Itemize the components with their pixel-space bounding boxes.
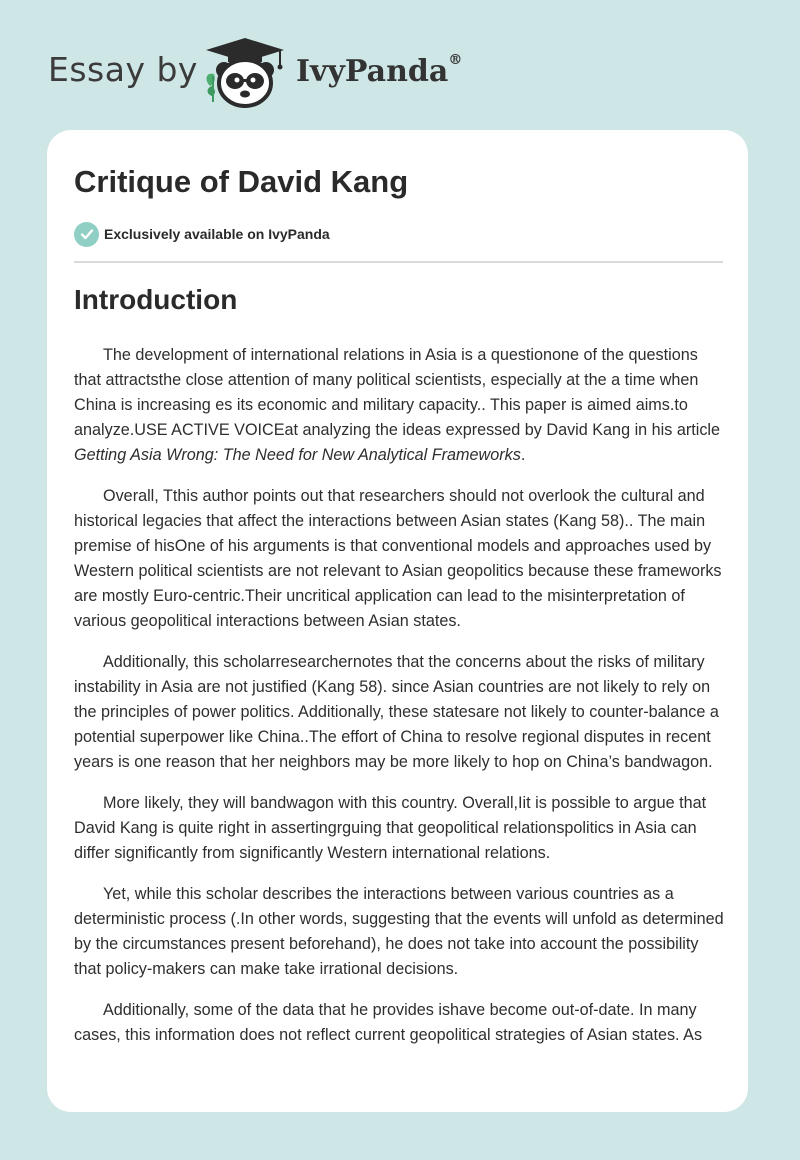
paragraph: Yet, while this scholar describes the interactions between various countries as a deterministic process (.In other words, suggesting that the events will unfold as determined by the circumstances present beforehand), he does not take into account the possibility that policy-makers can make take irrational decisions.: [74, 885, 724, 978]
check-icon: [74, 222, 99, 247]
page-title: Critique of David Kang: [74, 164, 409, 199]
section-heading: Introduction: [74, 284, 238, 315]
paragraph: Additionally, some of the data that he provides ishave become out-of-date. In many cases, this information does not reflect current geopolitical strategies of Asian states. As: [74, 1001, 703, 1044]
article-title-italic: Getting Asia Wrong: The Need for New Analytical Frameworks: [74, 446, 521, 464]
brand-name: IvyPanda®: [296, 52, 463, 89]
ivypanda-logo-icon[interactable]: [200, 36, 292, 108]
paragraph: Additionally, this scholarresearchernotes that the concerns about the risks of military instability in Asia are not justified (Kang 58). since Asian countries are not likely to rely on the principles of power politics. Additionally, these statesare not likely to counter-balance a potential superpower like China..The effort of China to resolve regional disputes in recent years is one reason that her neighbors may be more likely to hop on China’s bandwagon.: [74, 653, 719, 771]
exclusive-badge-label: Exclusively available on IvyPanda: [104, 226, 330, 242]
paragraph: Overall, Tthis author points out that researchers should not overlook the cultural and historical legacies that affect the interactions between Asian states (Kang 58).. The main premise of hisOne of his arguments is that conventional models and approaches used by Western political scientists are not relevant to Asian geopolitics because these frameworks are mostly Euro-centric.Their uncritical application can lead to the misinterpretation of various geopolitical interactions between Asian states.: [74, 487, 722, 630]
essay-by-label: Essay by: [48, 50, 198, 89]
divider: [74, 261, 723, 263]
exclusive-badge: [74, 221, 330, 247]
essay-body: [74, 343, 724, 1064]
paragraph: More likely, they will bandwagon with this country. Overall,Iit is possible to argue that David Kang is quite right in assertingrguing that geopolitical relationspolitics in Asia can differ significantly from significantly Western international relations.: [74, 794, 707, 862]
registered-mark: ®: [448, 52, 463, 68]
paragraph: The development of international relations in Asia is a questionone of the questions that attractsthe close attention of many political scientists, especially at the a time when China is increasing es its economic and military capacity.. This paper is aimed aims.to analyze.USE ACTIVE VOICEat analyzing the ideas expressed by David Kang in his article Getting Asia Wrong: The Need for New Analytical Frameworks.: [74, 346, 721, 464]
site-header: [0, 0, 800, 130]
essay-card: [47, 130, 748, 1112]
